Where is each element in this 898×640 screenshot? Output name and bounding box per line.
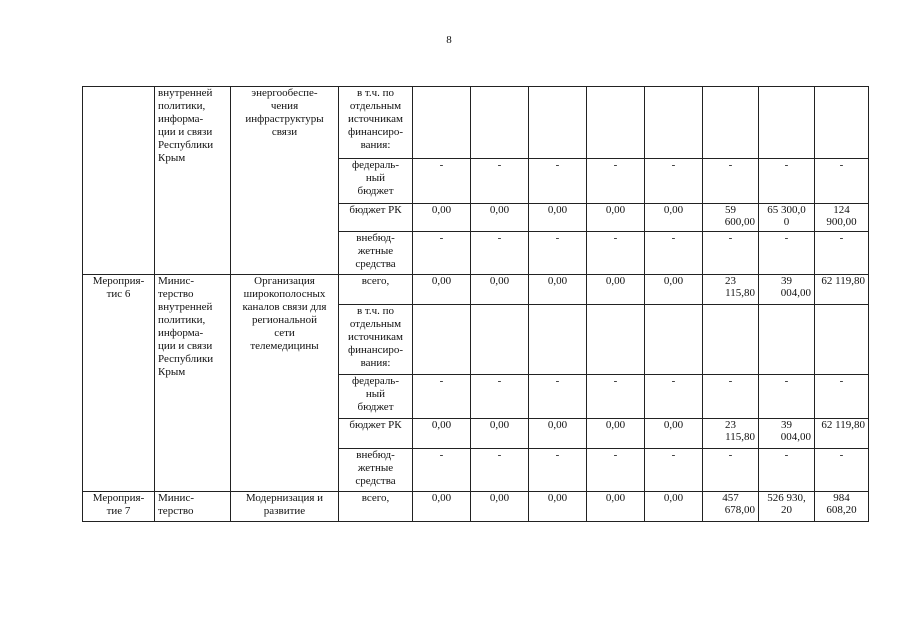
value-cell: 0,00 bbox=[587, 275, 645, 305]
value-cell: - bbox=[587, 232, 645, 275]
value-cell: - bbox=[413, 449, 471, 492]
value-cell: 457 678,00 bbox=[703, 492, 759, 522]
value-cell: 0,00 bbox=[413, 419, 471, 449]
value-cell: 39 004,00 bbox=[759, 275, 815, 305]
source-label-cell: внебюд- жетные средства bbox=[339, 232, 413, 275]
value-cell: 984 608,20 bbox=[815, 492, 869, 522]
source-label-cell: бюджет РК bbox=[339, 419, 413, 449]
source-label-cell: внебюд- жетные средства bbox=[339, 449, 413, 492]
budget-table bbox=[82, 86, 869, 522]
value-cell: - bbox=[471, 232, 529, 275]
value-cell: - bbox=[815, 375, 869, 419]
value-cell: 23 115,80 bbox=[703, 275, 759, 305]
value-cell: - bbox=[759, 232, 815, 275]
value-cell: 0,00 bbox=[587, 204, 645, 232]
value-cell: 0,00 bbox=[471, 204, 529, 232]
executor-cell: внутренней политики, информа- ции и связи Республики Крым bbox=[155, 87, 231, 275]
measure-name-cell: Модернизация и развитие bbox=[231, 492, 339, 522]
value-cell: 59 600,00 bbox=[703, 204, 759, 232]
source-label-cell: всего, bbox=[339, 492, 413, 522]
value-cell: - bbox=[471, 449, 529, 492]
measure-cell: Мероприя- тис 6 bbox=[83, 275, 155, 492]
value-cell: - bbox=[703, 375, 759, 419]
value-cell: 0,00 bbox=[645, 275, 703, 305]
source-label-cell: федераль- ный бюджет bbox=[339, 159, 413, 204]
value-cell: - bbox=[587, 449, 645, 492]
value-cell: - bbox=[703, 232, 759, 275]
executor-cell: Минис- терство внутренней политики, информа- ции и связи Республики Крым bbox=[155, 275, 231, 492]
value-cell: - bbox=[645, 375, 703, 419]
value-cell: 0,00 bbox=[471, 275, 529, 305]
value-cell: - bbox=[587, 375, 645, 419]
table-row bbox=[83, 275, 869, 305]
value-cell: 0,00 bbox=[645, 492, 703, 522]
value-cell: 0,00 bbox=[529, 492, 587, 522]
value-cell: 0,00 bbox=[413, 204, 471, 232]
value-cell: 0,00 bbox=[529, 275, 587, 305]
value-cell: 0,00 bbox=[529, 419, 587, 449]
value-cell: - bbox=[645, 232, 703, 275]
value-cell: - bbox=[471, 159, 529, 204]
value-cell: 23 115,80 bbox=[703, 419, 759, 449]
value-cell: 0,00 bbox=[471, 492, 529, 522]
value-cell: 0,00 bbox=[413, 275, 471, 305]
value-cell: - bbox=[413, 375, 471, 419]
value-cell: - bbox=[703, 449, 759, 492]
value-cell: 526 930, 20 bbox=[759, 492, 815, 522]
value-cell: - bbox=[759, 375, 815, 419]
value-cell: - bbox=[413, 159, 471, 204]
value-cell: - bbox=[645, 449, 703, 492]
value-cell: 0,00 bbox=[413, 492, 471, 522]
value-cell: 0,00 bbox=[645, 204, 703, 232]
executor-cell: Минис- терство bbox=[155, 492, 231, 522]
source-label-cell: федераль- ный бюджет bbox=[339, 375, 413, 419]
table-row bbox=[83, 87, 869, 159]
value-cell: - bbox=[529, 232, 587, 275]
value-cell: - bbox=[471, 375, 529, 419]
value-cell: 124 900,00 bbox=[815, 204, 869, 232]
value-cell: 0,00 bbox=[471, 419, 529, 449]
measure-cell: Мероприя- тие 7 bbox=[83, 492, 155, 522]
measure-cell bbox=[83, 87, 155, 275]
measure-name-cell: Организация широкополосных каналов связи для региональной сети телемедицины bbox=[231, 275, 339, 492]
value-cell: 65 300,0 0 bbox=[759, 204, 815, 232]
value-cell: - bbox=[529, 159, 587, 204]
value-cell: - bbox=[529, 375, 587, 419]
source-label-cell: бюджет РК bbox=[339, 204, 413, 232]
value-cell: - bbox=[529, 449, 587, 492]
value-cell: 0,00 bbox=[645, 419, 703, 449]
value-cell: - bbox=[587, 159, 645, 204]
source-label-cell: в т.ч. по отдельным источникам финансиро- вания: bbox=[339, 305, 413, 375]
page-number: 8 bbox=[446, 34, 452, 46]
value-cell: - bbox=[815, 449, 869, 492]
value-cell: - bbox=[815, 159, 869, 204]
source-label-cell: в т.ч. по отдельным источникам финансиро- вания: bbox=[339, 87, 413, 159]
value-cell: 0,00 bbox=[529, 204, 587, 232]
value-cell: 62 119,80 bbox=[815, 275, 869, 305]
value-cell: - bbox=[645, 159, 703, 204]
value-cell: - bbox=[703, 159, 759, 204]
value-cell: - bbox=[759, 159, 815, 204]
value-cell: 0,00 bbox=[587, 419, 645, 449]
value-cell: - bbox=[413, 232, 471, 275]
table-row bbox=[83, 492, 869, 522]
value-cell: 62 119,80 bbox=[815, 419, 869, 449]
value-cell: 0,00 bbox=[587, 492, 645, 522]
value-cell: - bbox=[759, 449, 815, 492]
value-cell: 39 004,00 bbox=[759, 419, 815, 449]
value-cell: - bbox=[815, 232, 869, 275]
measure-name-cell: энергообеспе- чения инфраструктуры связи bbox=[231, 87, 339, 275]
source-label-cell: всего, bbox=[339, 275, 413, 305]
